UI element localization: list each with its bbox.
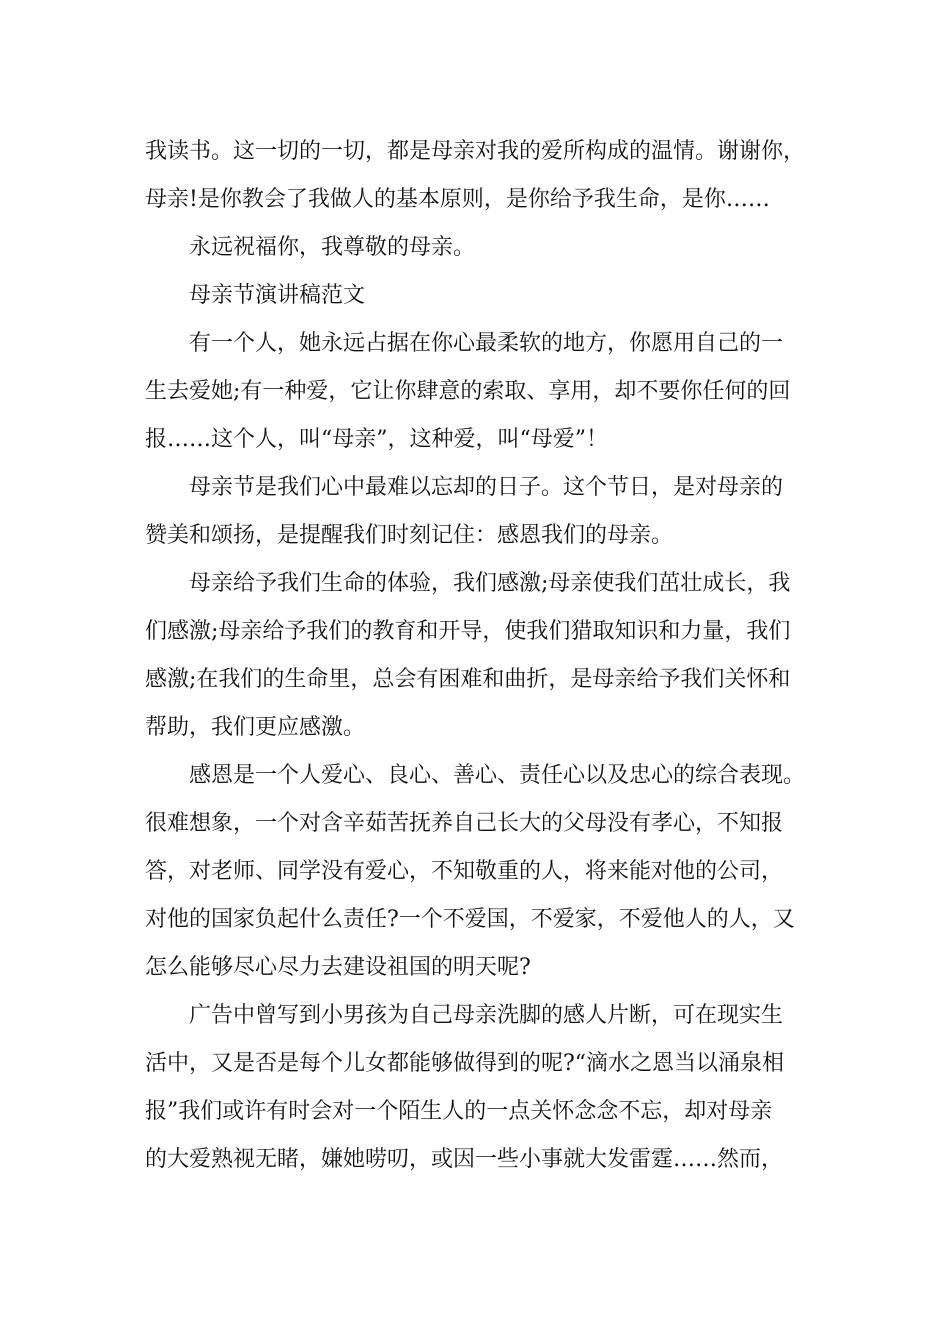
text-line: 答，对老师、同学没有爱心，不知敬重的人，将来能对他的公司， [145,859,784,884]
section-heading: 母亲节演讲稿范文 [189,283,366,308]
text-line: 母亲!是你教会了我做人的基本原则，是你给予我生命，是你…… [145,187,770,212]
text-line: 母亲给予我们生命的体验，我们感激;母亲使我们茁壮成长，我 [189,571,791,596]
text-line: 感激;在我们的生命里，总会有困难和曲折，是母亲给予我们关怀和 [145,667,791,692]
text-line: 很难想象，一个对含辛茹苦抚养自己长大的父母没有孝心，不知报 [145,811,784,836]
text-line: 母亲节是我们心中最难以忘却的日子。这个节日，是对母亲的 [189,475,784,500]
text-line: 帮助，我们更应感激。 [145,715,366,740]
document-body [145,128,825,1184]
text-line: 的大爱熟视无睹，嫌她唠叨，或因一些小事就大发雷霆……然而， [145,1147,784,1172]
text-line: 活中，又是否是每个儿女都能够做得到的呢?“滴水之恩当以涌泉相 [145,1051,785,1076]
text-line: 生去爱她;有一种爱，它让你肆意的索取、享用，却不要你任何的回 [145,379,791,404]
text-line: 我读书。这一切的一切，都是母亲对我的爱所构成的温情。谢谢你， [145,139,806,164]
text-line: 报”我们或许有时会对一个陌生人的一点关怀念念不忘，却对母亲 [145,1099,773,1124]
text-line: 永远祝福你，我尊敬的母亲。 [189,235,476,260]
text-line: 报……这个人，叫“母亲”，这种爱，叫“母爱”！ [145,427,608,452]
text-line: 怎么能够尽心尽力去建设祖国的明天呢? [145,955,531,980]
text-line: 广告中曾写到小男孩为自己母亲洗脚的感人片断，可在现实生 [189,1003,784,1028]
text-line: 感恩是一个人爱心、良心、善心、责任心以及忠心的综合表现。 [189,763,806,788]
text-line: 有一个人，她永远占据在你心最柔软的地方，你愿用自己的一 [189,331,784,356]
text-line: 们感激;母亲给予我们的教育和开导，使我们猎取知识和力量，我们 [145,619,791,644]
text-line: 赞美和颂扬，是提醒我们时刻记住：感恩我们的母亲。 [145,523,674,548]
text-line: 对他的国家负起什么责任?一个不爱国，不爱家，不爱他人的人，又 [145,907,795,932]
